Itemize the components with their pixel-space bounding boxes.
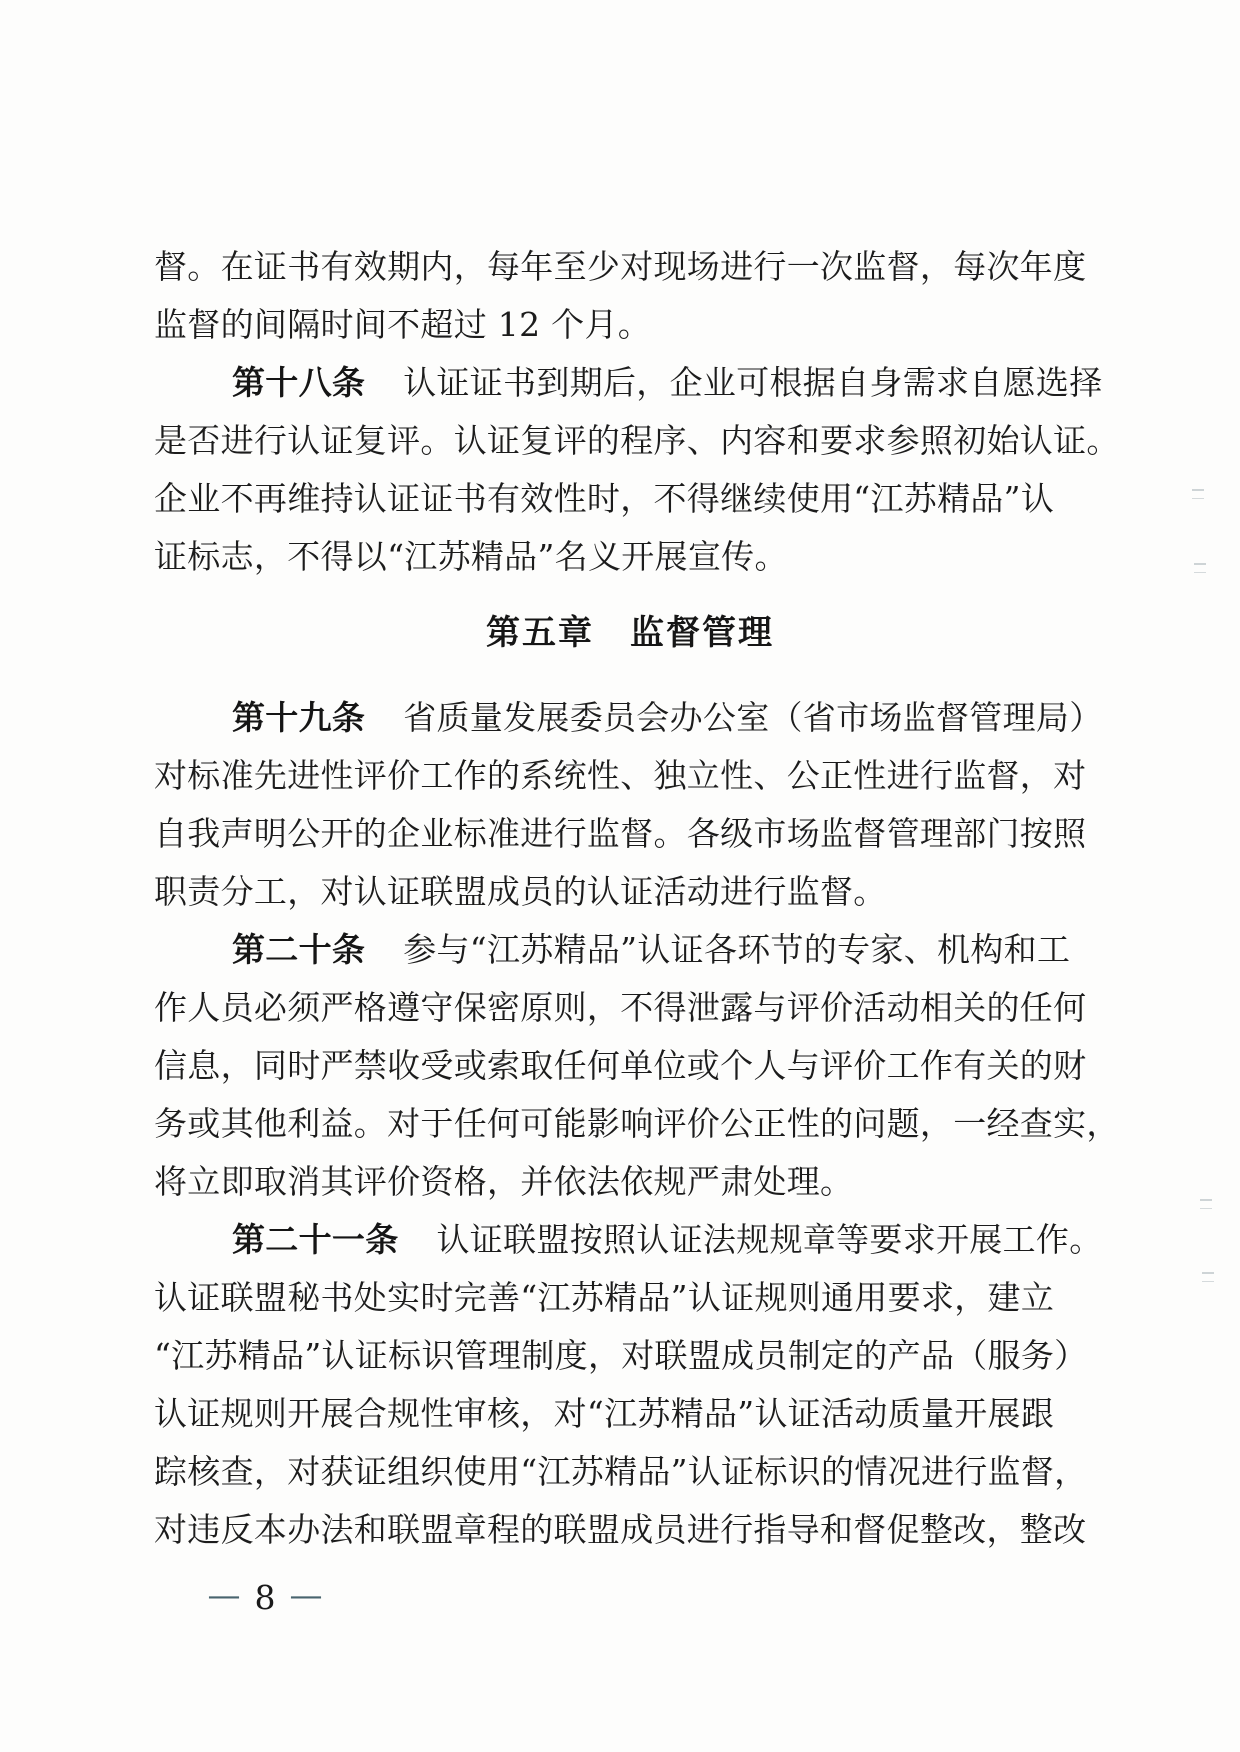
line-text: 务或其他利益。对于任何可能影响评价公正性的问题，一经查实，	[154, 1104, 1120, 1143]
page-number	[150, 1570, 380, 1626]
article-first-line	[154, 1211, 1106, 1269]
document-line	[154, 1327, 1106, 1385]
page-number-right-dash: —	[289, 1575, 323, 1614]
line-text: 督。在证书有效期内，每年至少对现场进行一次监督，每次年度	[154, 247, 1087, 286]
line-text: 踪核查，对获证组织使用“江苏精品”认证标识的情况进行监督，	[154, 1452, 1088, 1491]
line-text: 信息，同时严禁收受或索取任何单位或个人与评价工作有关的财	[154, 1046, 1087, 1085]
chapter-heading: 第五章 监督管理	[486, 613, 774, 653]
line-text: 监督的间隔时间不超过 12 个月。	[154, 305, 652, 344]
document-line	[154, 1385, 1106, 1443]
article-first-line	[154, 689, 1106, 747]
document-line	[154, 1037, 1106, 1095]
document-line	[154, 863, 1106, 921]
document-line	[154, 805, 1106, 863]
document-line	[154, 1153, 1106, 1211]
article-first-line	[154, 354, 1106, 412]
document-line	[154, 1269, 1106, 1327]
line-text: 省质量发展委员会办公室（省市场监督管理局）	[403, 698, 1103, 737]
line-text: 认证规则开展合规性审核，对“江苏精品”认证活动质量开展跟	[154, 1394, 1055, 1433]
line-text: 认证证书到期后，企业可根据自身需求自愿选择	[403, 363, 1103, 402]
document-line	[154, 747, 1106, 805]
document-line	[154, 412, 1120, 470]
article-number: 第十九条	[232, 698, 366, 737]
page-number-left-dash: —	[207, 1575, 241, 1614]
document-line	[154, 1443, 1106, 1501]
scan-artifact	[1200, 1199, 1212, 1209]
line-text: 将立即取消其评价资格，并依法依规严肃处理。	[154, 1162, 854, 1201]
text-block	[154, 238, 1120, 1559]
scan-artifact	[1202, 1272, 1214, 1282]
line-text: 是否进行认证复评。认证复评的程序、内容和要求参照初始认证。	[154, 421, 1120, 460]
document-line	[154, 1501, 1106, 1559]
document-line	[154, 1095, 1120, 1153]
line-text: 对违反本办法和联盟章程的联盟成员进行指导和督促整改，整改	[154, 1510, 1087, 1549]
document-line	[154, 296, 1106, 354]
page-number-value: 8	[254, 1578, 276, 1617]
document-line	[154, 238, 1106, 296]
article-first-line	[154, 921, 1106, 979]
line-text: 对标准先进性评价工作的系统性、独立性、公正性进行监督，对	[154, 756, 1087, 795]
article-number: 第二十条	[232, 930, 366, 969]
line-text: 证标志，不得以“江苏精品”名义开展宣传。	[154, 537, 788, 576]
line-text: 职责分工，对认证联盟成员的认证活动进行监督。	[154, 872, 887, 911]
article-number: 第二十一条	[232, 1220, 399, 1259]
document-line	[154, 470, 1106, 528]
scan-artifact	[1192, 489, 1204, 499]
line-text: “江苏精品”认证标识管理制度，对联盟成员制定的产品（服务）	[154, 1336, 1088, 1375]
line-text: 作人员必须严格遵守保密原则，不得泄露与评价活动相关的任何	[154, 988, 1087, 1027]
article-number: 第十八条	[232, 363, 366, 402]
line-text: 认证联盟按照认证法规规章等要求开展工作。	[436, 1220, 1103, 1259]
document-line	[154, 979, 1106, 1037]
line-text: 认证联盟秘书处实时完善“江苏精品”认证规则通用要求，建立	[154, 1278, 1055, 1317]
line-text: 自我声明公开的企业标准进行监督。各级市场监督管理部门按照	[154, 814, 1087, 853]
line-text: 参与“江苏精品”认证各环节的专家、机构和工	[403, 930, 1071, 969]
scan-artifact	[1194, 563, 1206, 573]
document-line	[154, 528, 1106, 586]
line-text: 企业不再维持认证证书有效性时，不得继续使用“江苏精品”认	[154, 479, 1055, 518]
